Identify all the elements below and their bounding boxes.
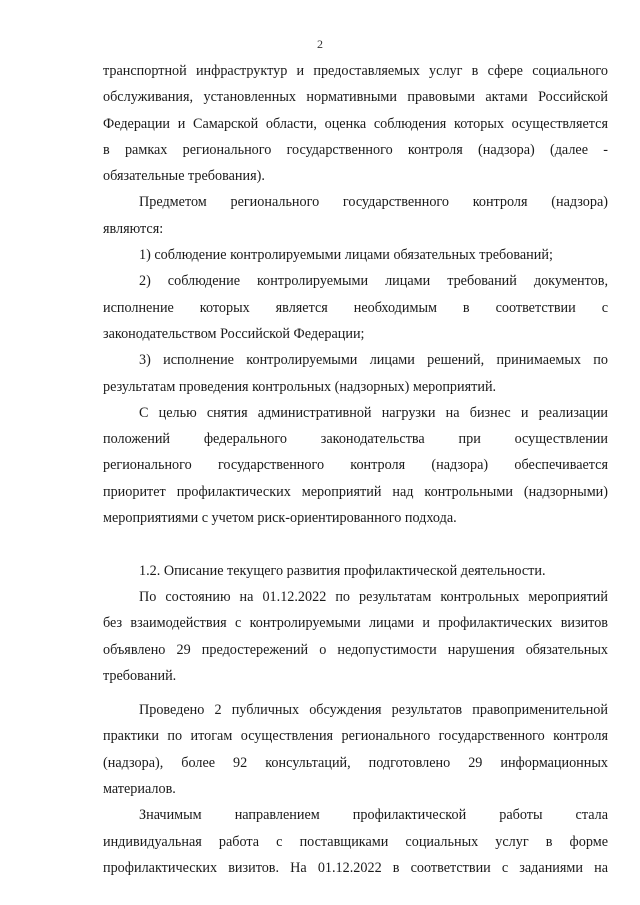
text-line: 1) соблюдение контролируемыми лицами обязательных требований; <box>139 247 553 264</box>
text-line: Значимым направлением профилактической работы стала <box>139 807 608 824</box>
text-line: исполнение которых является необходимым в соответствии с <box>103 299 608 316</box>
text-line: С целью снятия административной нагрузки на бизнес и реализации <box>139 404 608 421</box>
text-line: индивидуальная работа с поставщиками социальных услуг в форме <box>103 833 608 850</box>
text-line: материалов. <box>103 781 176 798</box>
text-line: законодательством Российской Федерации; <box>103 325 365 342</box>
text-line: в рамках регионального государственного контроля (надзора) (далее - <box>103 141 608 158</box>
text-line: являются: <box>103 220 164 237</box>
section-heading-text: 1.2. Описание текущего развития профилактической деятельности. <box>139 562 546 579</box>
text-line: результатам проведения контрольных (надзорных) мероприятий. <box>103 378 497 395</box>
text-line: регионального государственного контроля (надзора) обеспечивается <box>103 457 608 474</box>
text-line: (надзора), более 92 консультаций, подготовлено 29 информационных <box>103 754 608 771</box>
text-line: профилактических визитов. На 01.12.2022 в соответствии с заданиями на <box>103 859 608 876</box>
text-line: положений федерального законодательства при осуществлении <box>103 431 608 448</box>
text-line: Проведено 2 публичных обсуждения результатов правоприменительной <box>139 702 608 719</box>
text-line: транспортной инфраструктур и предоставляемых услуг в сфере социального <box>103 63 608 79</box>
paragraph <box>103 400 608 531</box>
text-line: приоритет профилактических мероприятий над контрольными (надзорными) <box>103 483 608 500</box>
text-line: объявлено 29 предостережений о недопустимости нарушения обязательных <box>103 641 608 658</box>
text-line: обязательные требования). <box>103 168 265 185</box>
paragraph-gap <box>103 531 608 557</box>
paragraph <box>103 802 608 881</box>
paragraph <box>103 584 608 689</box>
paragraph <box>103 268 608 347</box>
paragraph <box>103 242 608 268</box>
page-number: 2 <box>317 37 323 51</box>
paragraph <box>103 58 608 189</box>
text-line: 2) соблюдение контролируемыми лицами требований документов, <box>139 273 608 290</box>
paragraph <box>103 347 608 400</box>
text-line: 3) исполнение контролируемыми лицами решений, принимаемых по <box>139 352 608 369</box>
text-line: обслуживания, установленных нормативными правовыми актами Российской <box>103 89 608 106</box>
text-line: без взаимодействия с контролируемыми лицами и профилактических визитов <box>103 615 608 632</box>
paragraph <box>103 697 608 802</box>
text-line: Федерации и Самарской области, оценка соблюдения которых осуществляется <box>103 115 608 132</box>
document-body <box>103 58 608 881</box>
text-line: требований. <box>103 667 177 684</box>
paragraph <box>103 189 608 242</box>
text-line: Предметом регионального государственного контроля (надзора) <box>139 194 608 211</box>
text-line: мероприятиями с учетом риск-ориентированного подхода. <box>103 510 457 527</box>
paragraph-gap <box>103 689 608 697</box>
section-heading <box>103 558 608 584</box>
text-line: По состоянию на 01.12.2022 по результатам контрольных мероприятий <box>139 588 608 605</box>
text-line: практики по итогам осуществления регионального государственного контроля <box>103 728 608 745</box>
